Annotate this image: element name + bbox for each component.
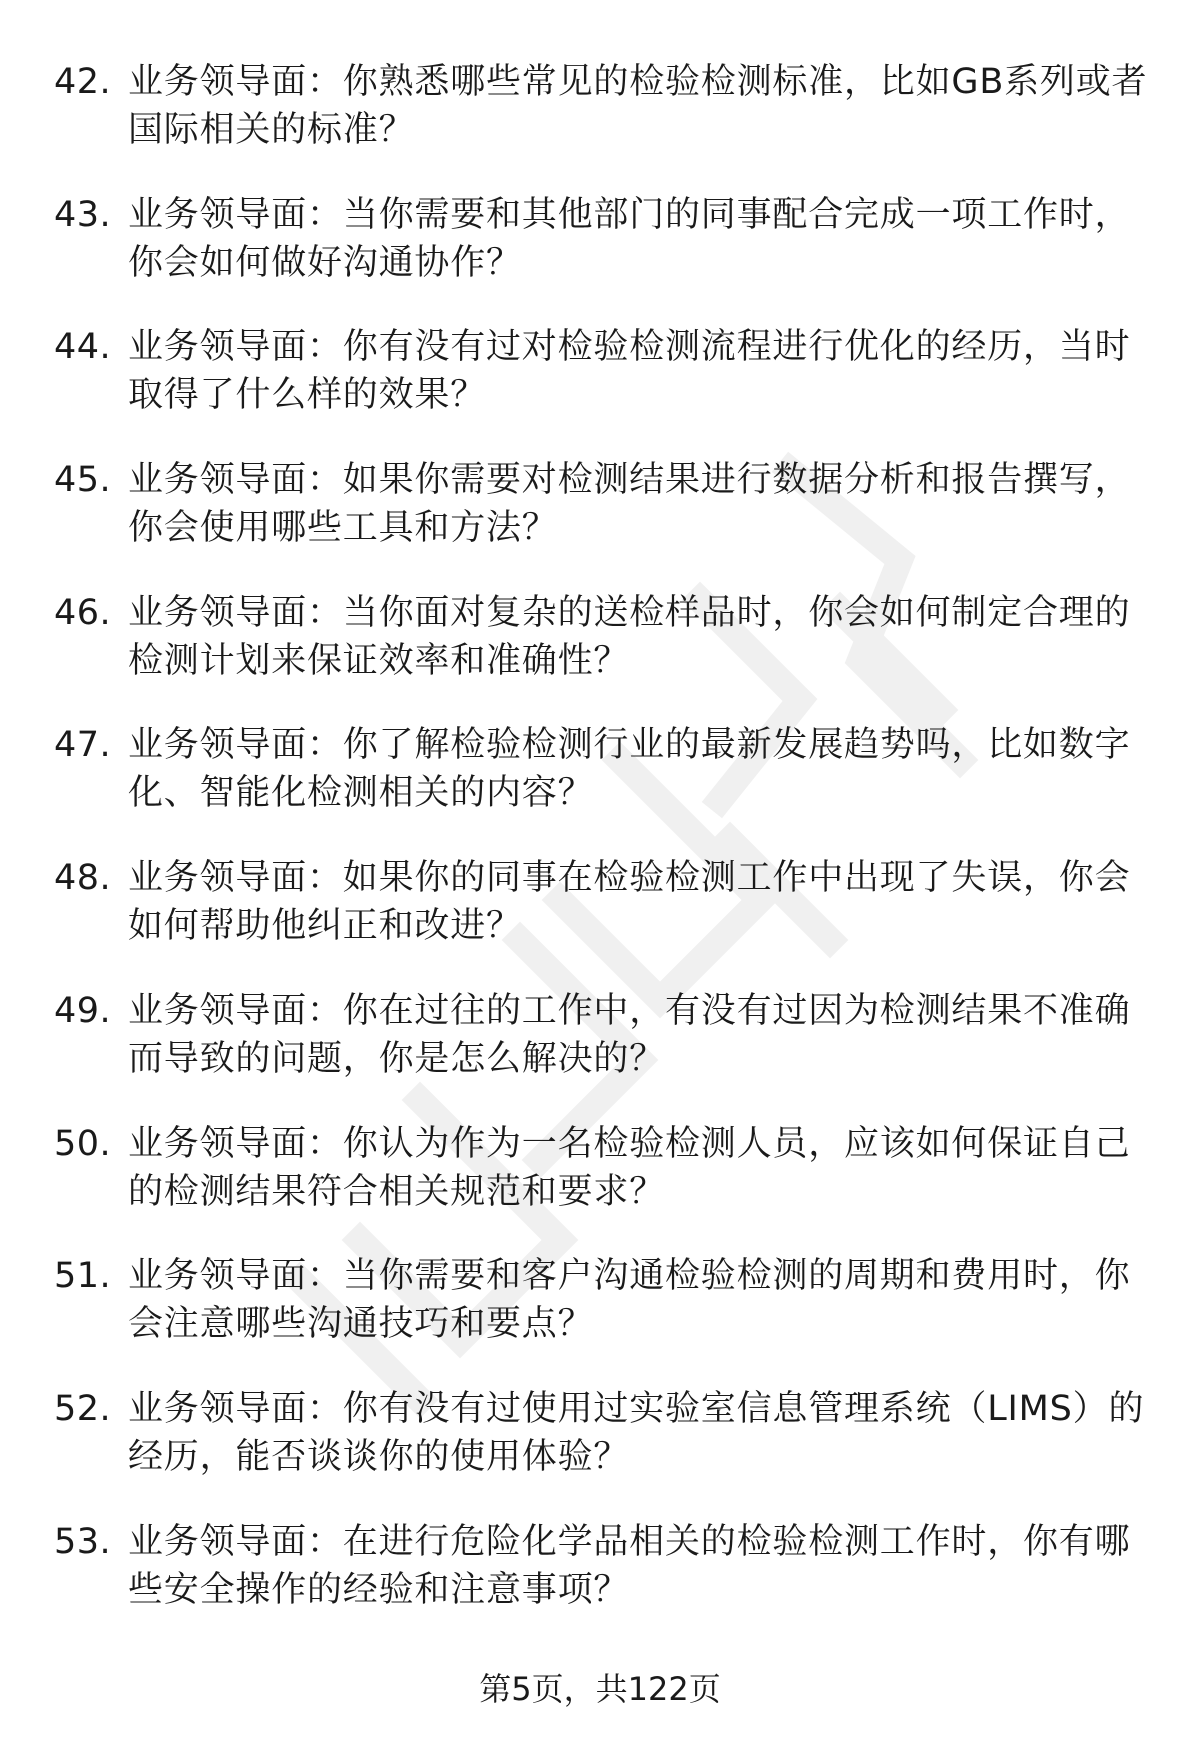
question-text: 业务领导面：你有没有过对检验检测流程进行优化的经历，当时取得了什么样的效果？ [128, 327, 1131, 416]
question-text: 业务领导面：你熟悉哪些常见的检验检测标准，比如GB系列或者国际相关的标准？ [128, 62, 1148, 150]
question-item [0, 1518, 1200, 1621]
question-text: 业务领导面：当你面对复杂的送检样品时，你会如何制定合理的检测计划来保证效率和准确性？ [128, 592, 1131, 681]
question-number: 46. [54, 592, 112, 633]
question-number: 42. [54, 62, 112, 102]
question-number: 51. [54, 1256, 112, 1297]
question-item [0, 191, 1200, 294]
question-text: 业务领导面：在进行危险化学品相关的检验检测工作时，你有哪些安全操作的经验和注意事项？ [128, 1521, 1131, 1610]
question-number: 52. [54, 1388, 112, 1429]
question-item [0, 854, 1200, 957]
question-item [0, 1252, 1200, 1355]
question-number: 50. [54, 1123, 112, 1164]
question-number: 49. [54, 990, 112, 1031]
question-text: 业务领导面：你在过往的工作中，有没有过因为检测结果不准确而导致的问题，你是怎么解决的？ [128, 990, 1131, 1079]
question-number: 53. [54, 1521, 112, 1562]
question-item [0, 987, 1200, 1090]
question-item [0, 323, 1200, 426]
question-item [0, 1385, 1200, 1488]
question-text: 业务领导面：如果你需要对检测结果进行数据分析和报告撰写，你会使用哪些工具和方法？ [128, 460, 1131, 549]
question-text: 业务领导面：你认为作为一名检验检测人员，应该如何保证自己的检测结果符合相关规范和要求？ [128, 1123, 1131, 1212]
question-number: 45. [54, 460, 112, 501]
question-number: 47. [54, 725, 112, 766]
question-text: 业务领导面：你有没有过使用过实验室信息管理系统（LIMS）的经历，能否谈谈你的使用体验？ [128, 1388, 1145, 1477]
question-text: 业务领导面：当你需要和客户沟通检验检测的周期和费用时，你会注意哪些沟通技巧和要点？ [128, 1256, 1131, 1345]
question-text: 业务领导面：你了解检验检测行业的最新发展趋势吗，比如数字化、智能化检测相关的内容？ [128, 725, 1131, 814]
question-number: 48. [54, 858, 112, 899]
page-number-footer: 第5页，共122页 [479, 1670, 721, 1708]
question-item [0, 589, 1200, 692]
question-item [0, 1120, 1200, 1223]
question-number: 44. [54, 327, 112, 368]
question-list [0, 58, 1200, 1650]
question-number: 43. [54, 194, 112, 235]
question-item [0, 721, 1200, 824]
question-text: 业务领导面：如果你的同事在检验检测工作中出现了失误，你会如何帮助他纠正和改进？ [128, 858, 1131, 947]
question-text: 业务领导面：当你需要和其他部门的同事配合完成一项工作时，你会如何做好沟通协作？ [128, 194, 1131, 283]
question-item [0, 456, 1200, 559]
question-item [0, 58, 1200, 161]
